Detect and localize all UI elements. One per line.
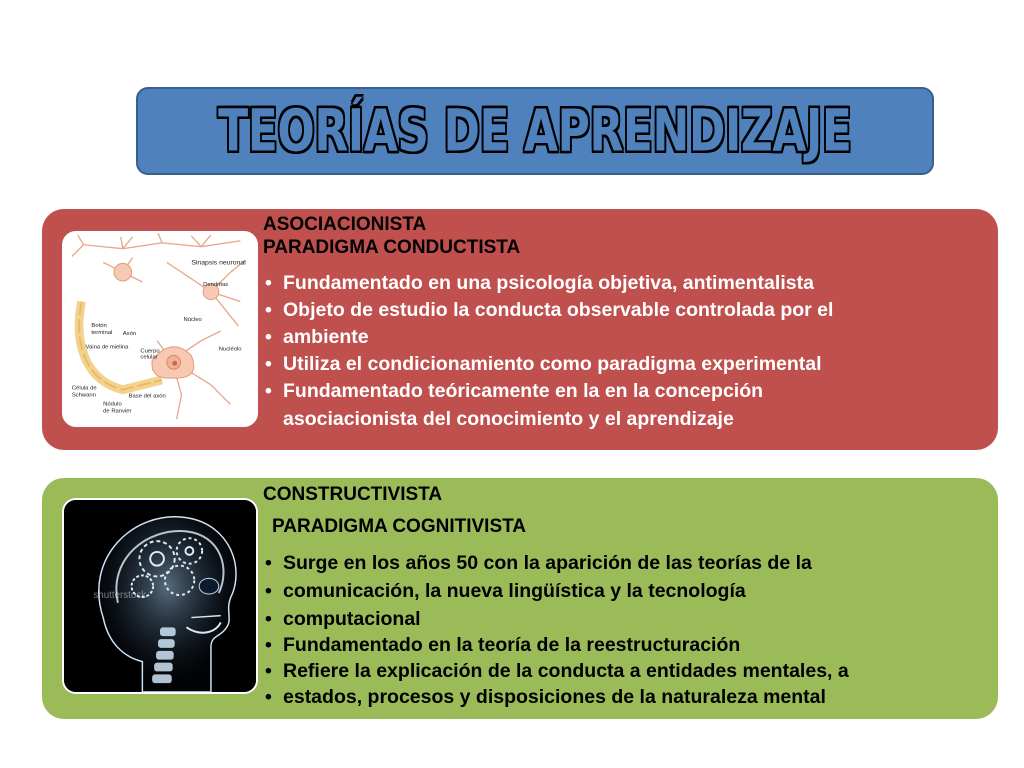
label-celula: Célula de <box>71 385 97 392</box>
panel1-heading-2: PARADIGMA CONDUCTISTA <box>263 237 521 258</box>
neuron-diagram-image <box>62 231 258 427</box>
list-item: • Refiere la explicación de la conducta a entidades mentales, a <box>265 660 849 682</box>
watermark-text: shutterstock <box>93 589 147 601</box>
label-axon: Axón <box>122 330 137 337</box>
panel2-heading-1: CONSTRUCTIVISTA <box>263 484 443 505</box>
label-sinapsis: Sinapsis neuronal <box>191 259 246 267</box>
page-title: TEORÍAS DE APRENDIZAJE <box>218 97 852 165</box>
list-item: • comunicación, la nueva lingüística y la tecnología <box>265 580 849 602</box>
panel2-heading-2: PARADIGMA COGNITIVISTA <box>272 516 527 537</box>
label-ranvier: de Ranvier <box>103 408 132 415</box>
list-item: • Objeto de estudio la conducta observable controlada por el <box>265 299 833 321</box>
label-nucleo: Núcleo <box>183 317 202 324</box>
label-boton: Botón <box>91 323 107 330</box>
panel1-bullet-list <box>265 272 833 402</box>
list-item: • Fundamentado teóricamente en la en la concepción <box>265 380 833 402</box>
list-item: • Surge en los años 50 con la aparición de las teorías de la <box>265 552 849 574</box>
neuron-diagram <box>64 233 256 425</box>
list-item: • ambiente <box>265 326 833 348</box>
list-item: • computacional <box>265 608 849 630</box>
label-cuerpo: Cuerpo <box>140 348 160 355</box>
label-base-axon: Base del axón <box>128 393 166 400</box>
label-terminal: terminal <box>91 329 113 336</box>
label-nucleolo: Nucléolo <box>218 346 242 353</box>
list-item: • Fundamentado en la teoría de la reestructuración <box>265 634 849 656</box>
list-item: • estados, procesos y disposiciones de la naturaleza mental <box>265 686 849 708</box>
label-dendritas: Dendritas <box>203 281 229 288</box>
label-schwann: Schwann <box>71 392 96 399</box>
list-item: • Fundamentado en una psicología objetiva, antimentalista <box>265 272 833 294</box>
label-vaina: Vaina de mielina <box>85 344 129 351</box>
xray-head-image <box>62 498 258 694</box>
label-nodulo: Nódulo <box>103 401 122 408</box>
panel1-bullet-continuation: asociacionista del conocimiento y el aprendizaje <box>283 408 734 430</box>
xray-head <box>64 500 256 692</box>
list-item: • Utiliza el condicionamiento como paradigma experimental <box>265 353 833 375</box>
panel1-heading-1: ASOCIACIONISTA <box>263 214 427 235</box>
label-celular: celular <box>140 354 158 361</box>
title-banner <box>136 87 934 175</box>
panel2-bullet-list <box>265 552 849 708</box>
